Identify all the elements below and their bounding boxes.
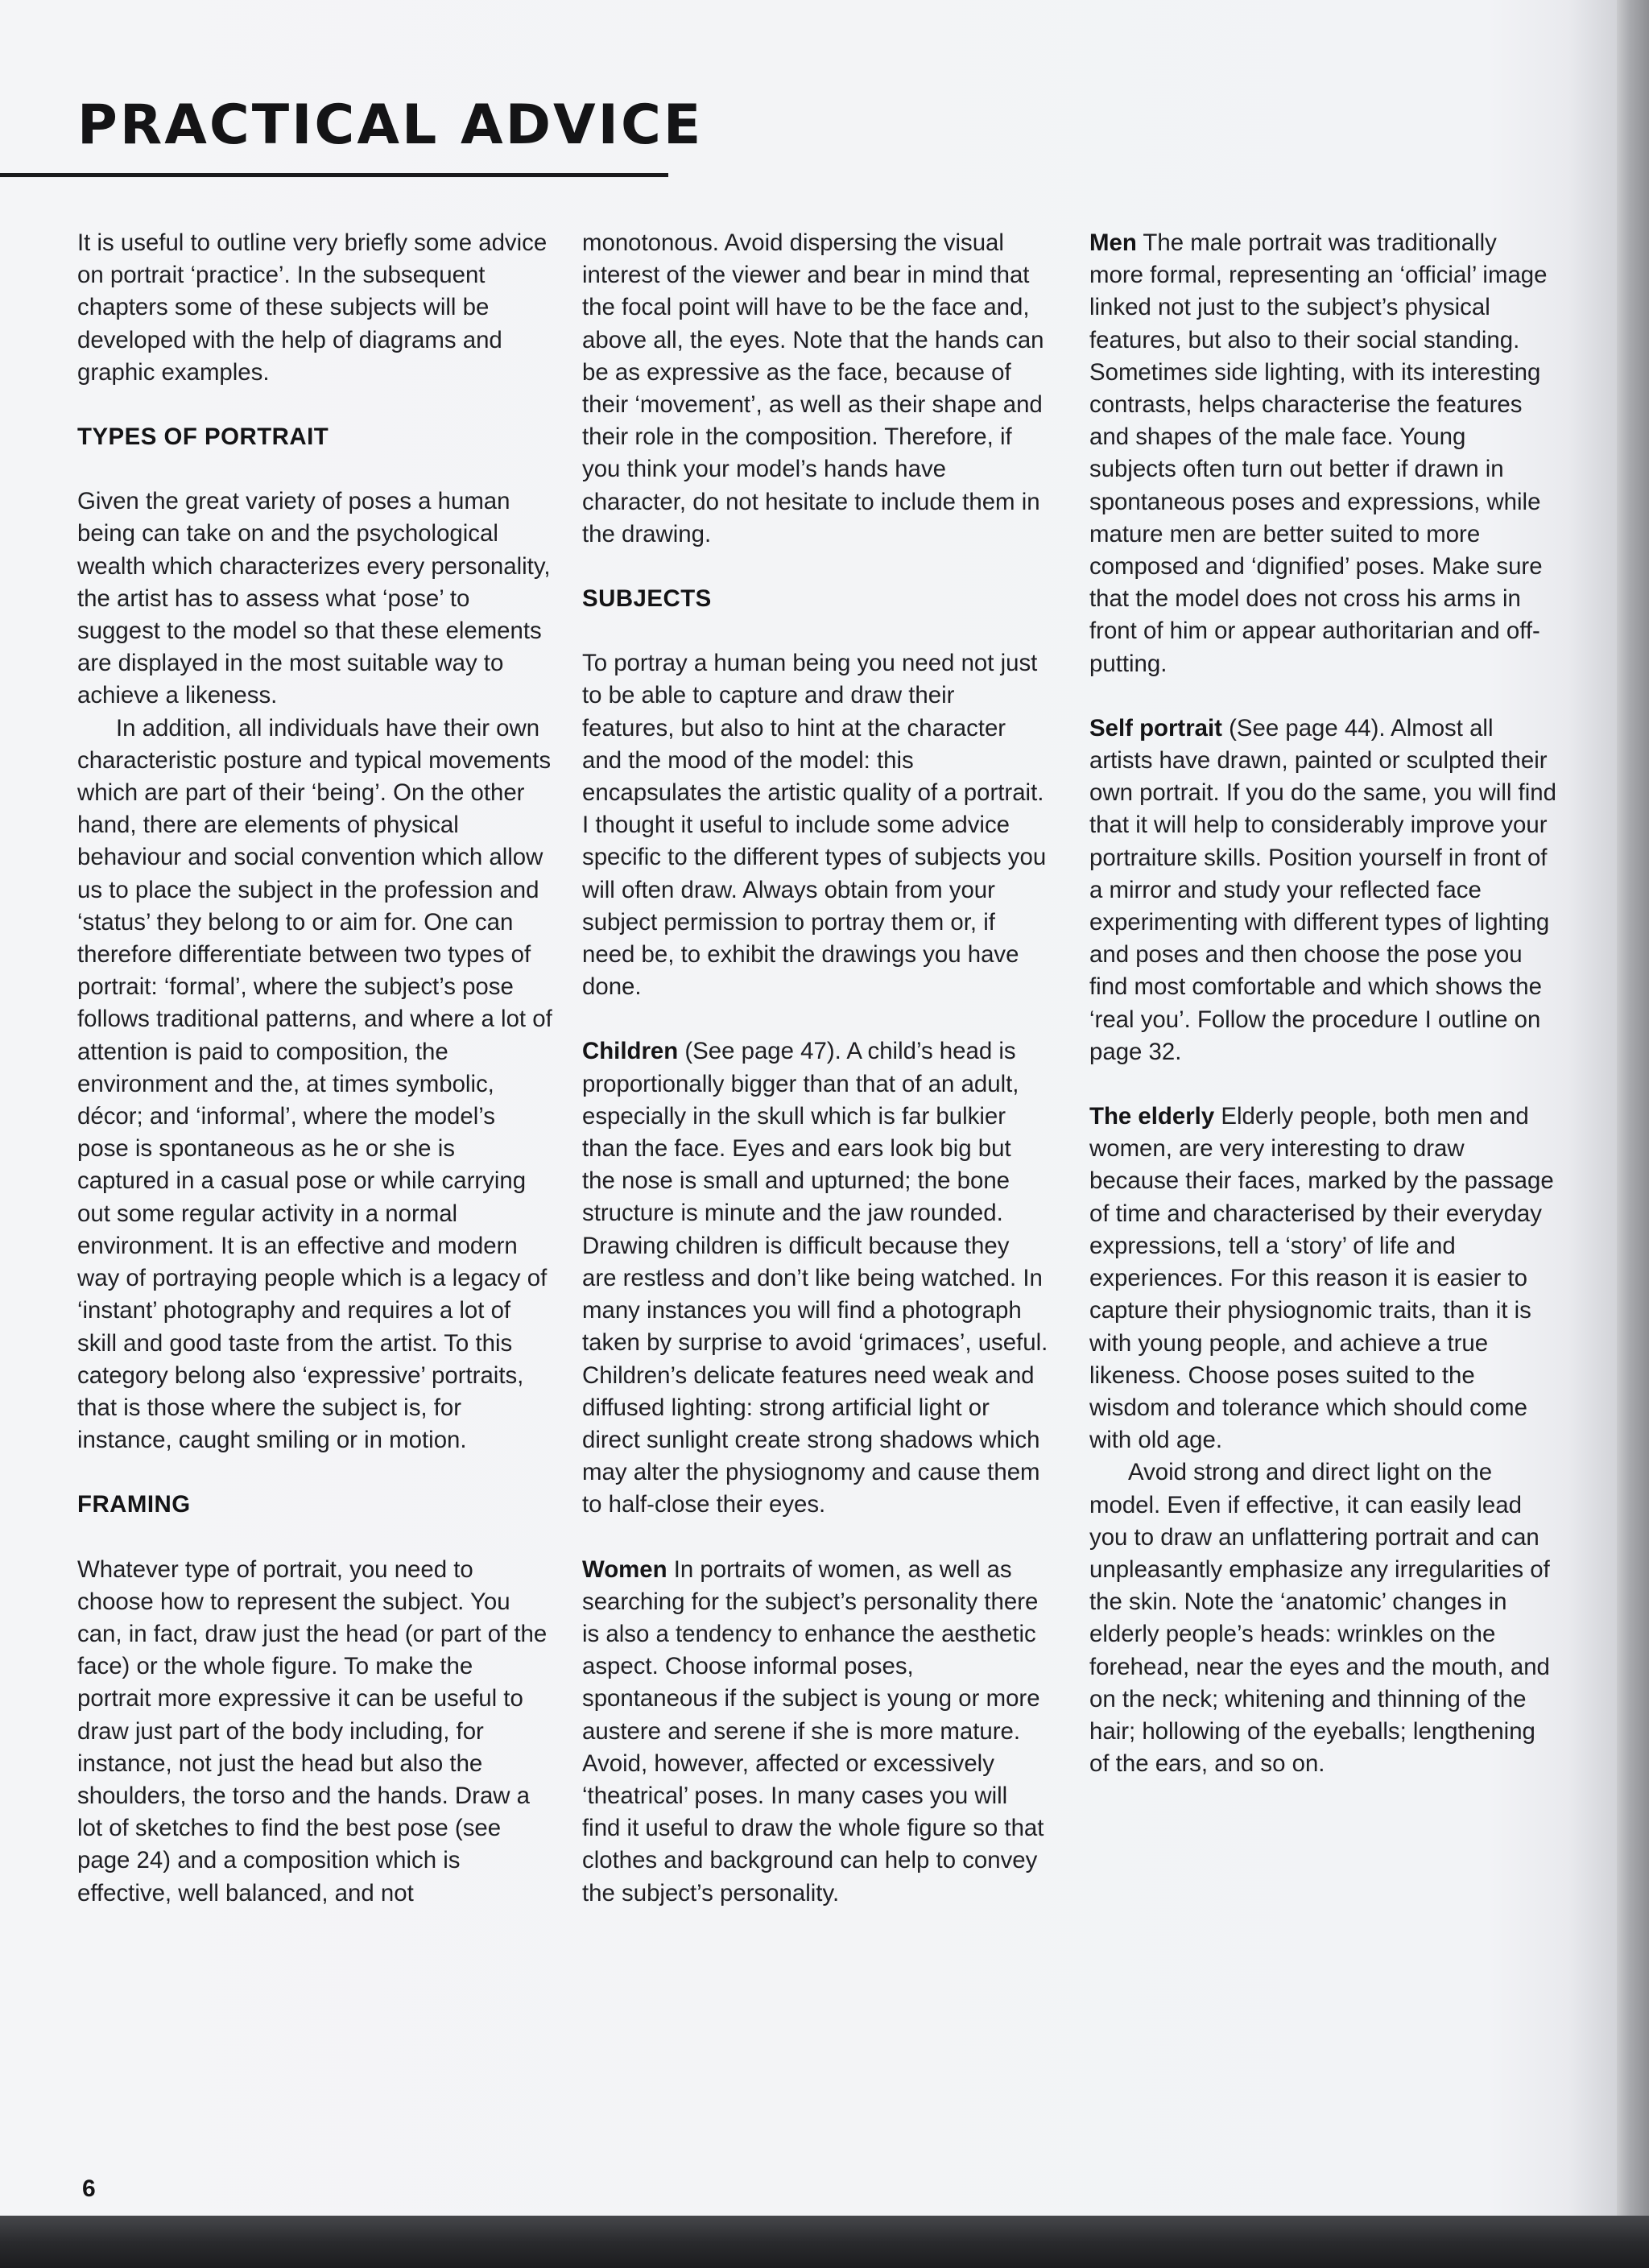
text-column-2 [582, 227, 1049, 1910]
men-paragraph [1089, 227, 1556, 680]
children-lead: Children [582, 1038, 679, 1065]
elderly-paragraph-2: Avoid strong and direct light on the model. Even if effective, it can easily lead you to draw an unflattering portrait and can unpleasantly emphasize any irregularities of the skin. Note the ‘anatomic’ changes in elderly people’s heads: wrinkles on the forehead, near the eyes and the mouth, and on the neck; whitening and thinning of the hair; hollowing of the eyeballs; lengthening of the ears, and so on. [1089, 1459, 1550, 1778]
children-paragraph [582, 1035, 1049, 1521]
text-column-3 [1089, 227, 1556, 1780]
types-paragraph-2: In addition, all individuals have their own characteristic posture and typical movements which are part of their ‘being’. On the other hand, there are elements of physical behaviour and social convention which allow us to place the subject in the profession and ‘status’ they belong to or aim for. One can therefore differentiate between two types of portrait: ‘formal’, where the subject’s pose follows traditional patterns, and where a lot of attention is paid to composition, the environment and the, at times symbolic, décor; and ‘informal’, where the model’s pose is spontaneous as he or she is captured in a casual pose or while carrying out some regular activity in a normal environment. It is an effective and modern way of portraying people which is a legacy of ‘instant’ photography and requires a lot of skill and good taste from the artist. To this category belong also ‘expressive’ portraits, that is those where the subject is, for instance, caught smiling or in motion. [77, 714, 552, 1454]
section-heading-types-of-portrait: TYPES OF PORTRAIT [77, 423, 329, 451]
women-lead: Women [582, 1555, 667, 1583]
women-paragraph [582, 1554, 1049, 1910]
self-portrait-lead: Self portrait [1089, 714, 1222, 742]
elderly-lead: The elderly [1089, 1103, 1215, 1130]
framing-paragraph-continued: monotonous. Avoid dispersing the visual interest of the viewer and bear in mind that the focal point will have to be the face and, above all, the eyes. Note that the hands can be as expressive as the face, because of their ‘movement’, as well as their shape and their role in the composition. Therefore, if you think your model’s hands have character, do not hesitate to include them in the drawing. [582, 229, 1044, 547]
page-number: 6 [82, 2175, 96, 2202]
text-column-1 [77, 227, 552, 1910]
title-underline [0, 173, 668, 177]
page-title: PRACTICAL ADVICE [77, 93, 704, 157]
self-portrait-text: (See page 44). Almost all artists have drawn, painted or sculpted their own portrait. If you do the same, you will find that it will help to considerably improve your portraiture skills. Position yourself in front of a mirror and study your reflected face experimenting with different types of lighting and poses and then choose the pose you find most comfortable and which shows the ‘real you’. Follow the procedure I outline on page 32. [1089, 714, 1556, 1065]
page-edge-shadow [1617, 0, 1649, 2268]
section-heading-subjects: SUBJECTS [582, 585, 712, 613]
section-heading-framing: FRAMING [77, 1491, 191, 1518]
self-portrait-paragraph [1089, 713, 1556, 1068]
men-text: The male portrait was traditionally more formal, representing an ‘official’ image linked not just to the subject’s physical features, but also to their social standing. Sometimes side lighting, with its interesting contrasts, helps characterise the features and shapes of the male face. Young subjects often turn out better if drawn in spontaneous poses and expressions, while mature men are better suited to more composed and ‘dignified’ poses. Make sure that the model does not cross his arms in front of him or appear authoritarian and off-putting. [1089, 229, 1548, 677]
elderly-text: Elderly people, both men and women, are very interesting to draw because their faces, marked by the passage of time and characterised by their everyday expressions, tell a ‘story’ of life and experiences. For this reason it is easier to capture their physiognomic traits, than it is with young people, and achieve a true likeness. Choose poses suited to the wisdom and tolerance which should come with old age. [1089, 1103, 1554, 1454]
intro-paragraph: It is useful to outline very briefly some advice on portrait ‘practice’. In the subsequent chapters some of these subjects will be developed with the help of diagrams and graphic examples. [77, 229, 548, 386]
types-paragraph-1: Given the great variety of poses a human being can take on and the psychological wealth which characterizes every personality, the artist has to assess what ‘pose’ to suggest to the model so that these elements are displayed in the most suitable way to achieve a likeness. [77, 488, 551, 709]
subjects-paragraph: To portray a human being you need not just to be able to capture and draw their features, but also to hint at the character and the mood of the model: this encapsulates the artistic quality of a portrait. I thought it useful to include some advice specific to the different types of subjects you will often draw. Always obtain from your subject permission to portray them or, if need be, to exhibit the drawings you have done. [582, 650, 1047, 1001]
children-text: (See page 47). A child’s head is proportionally bigger than that of an adult, especially in the skull which is far bulkier than the face. Eyes and ears look big but the nose is small and upturned; the bone structure is minute and the jaw rounded. Drawing children is difficult because they are restless and don’t like being watched. In many instances you will find a photograph taken by surprise to avoid ‘grimaces’, useful. Children’s delicate features need weak and diffused lighting: strong artificial light or direct sunlight create strong shadows which may alter the physiognomy and cause them to half-close their eyes. [582, 1038, 1048, 1518]
scanner-bottom-edge [0, 2216, 1649, 2268]
men-lead: Men [1089, 229, 1137, 256]
women-text: In portraits of women, as well as searching for the subject’s personality there is also a tendency to enhance the aesthetic aspect. Choose informal poses, spontaneous if the subject is young or more austere and serene if she is more mature. Avoid, however, affected or excessively ‘theatrical’ poses. In many cases you will find it useful to draw the whole figure so that clothes and background can help to convey the subject’s personality. [582, 1555, 1044, 1907]
framing-paragraph: Whatever type of portrait, you need to choose how to represent the subject. You can, in fact, draw just the head (or part of the face) or the whole figure. To make the portrait more expressive it can be useful to draw just part of the body including, for instance, not just the head but also the shoulders, the torso and the hands. Draw a lot of sketches to find the best pose (see page 24) and a composition which is effective, well balanced, and not [77, 1555, 548, 1907]
elderly-paragraph [1089, 1101, 1556, 1456]
